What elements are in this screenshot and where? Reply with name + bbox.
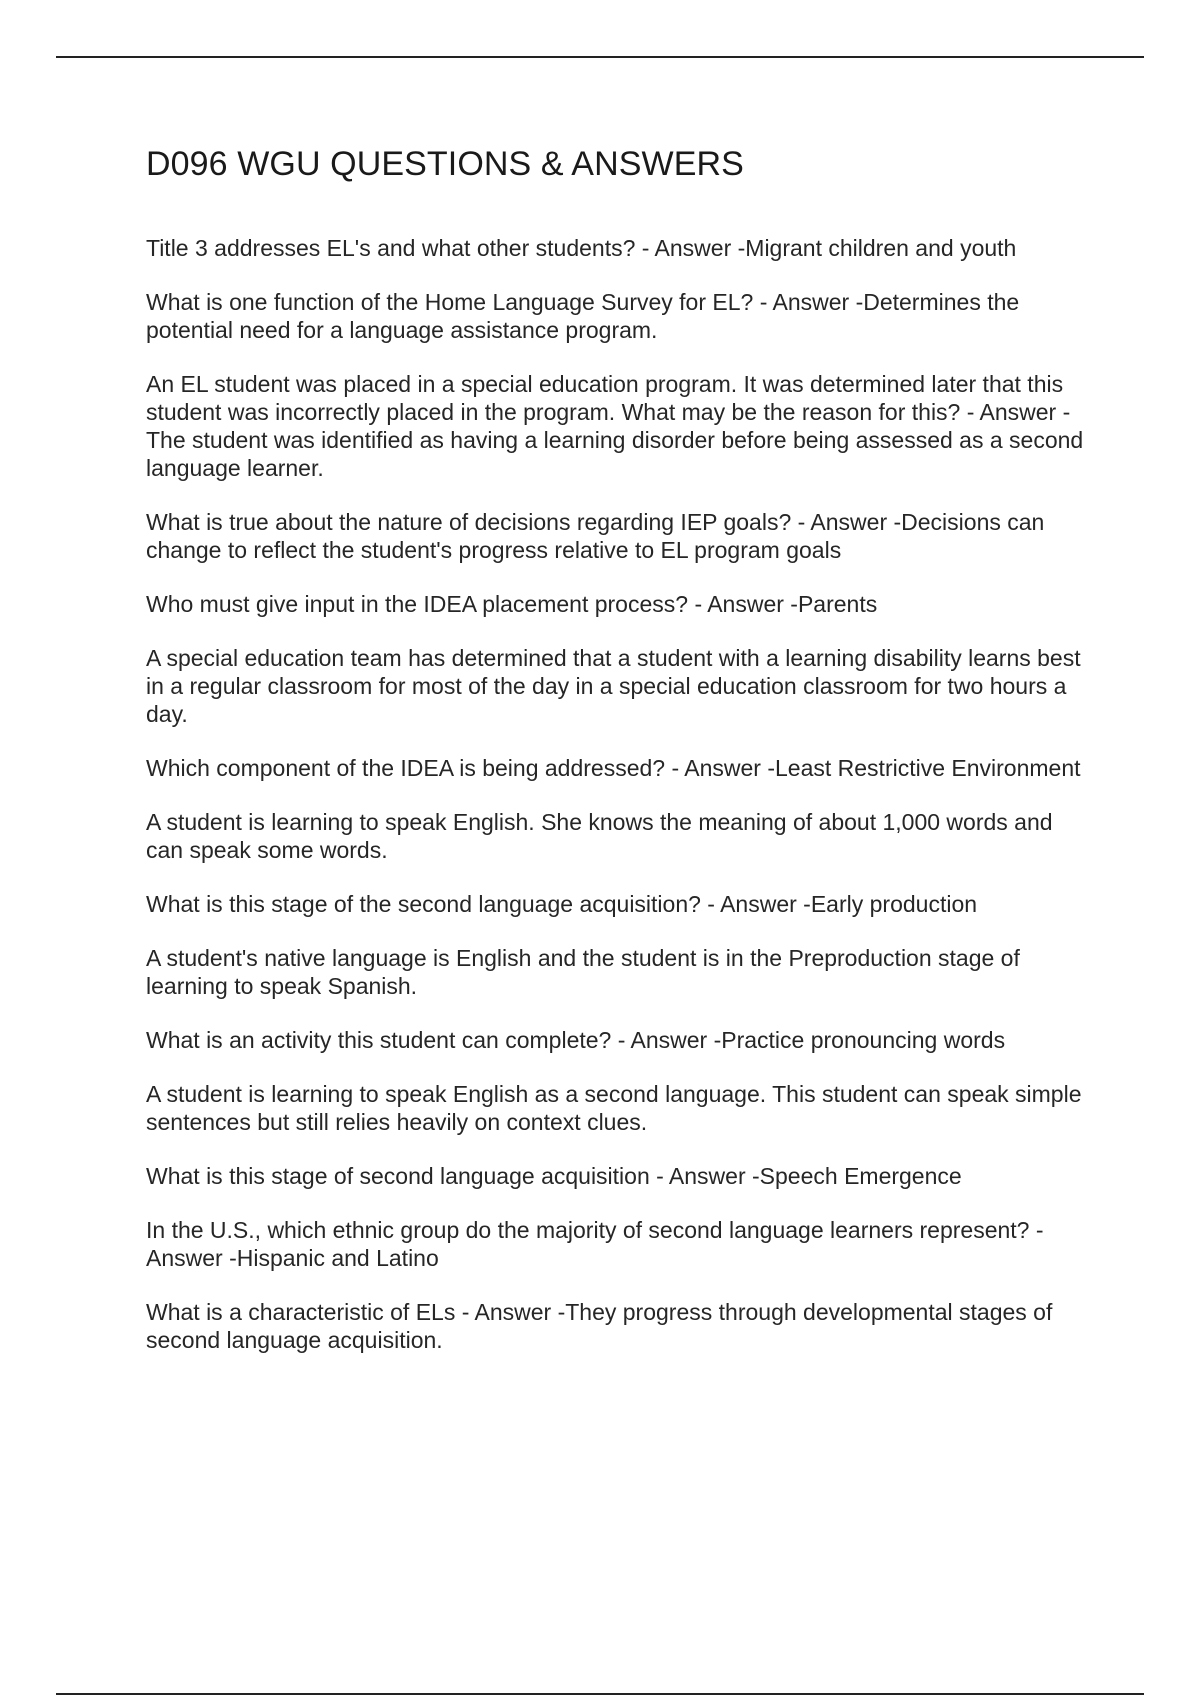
qa-paragraph: A student is learning to speak English. She knows the meaning of about 1,000 words and can speak some words.: [146, 809, 1053, 863]
bottom-divider: [56, 1693, 1144, 1695]
document-body: [146, 140, 1086, 1380]
qa-paragraph: Which component of the IDEA is being addressed? - Answer -Least Restrictive Environment: [146, 755, 1081, 781]
qa-paragraph: What is true about the nature of decisions regarding IEP goals? - Answer -Decisions can change to reflect the student's progress relative to EL program goals: [146, 509, 1045, 563]
document-title: D096 WGU QUESTIONS & ANSWERS: [146, 145, 744, 183]
qa-paragraph: A student's native language is English and the student is in the Preproduction stage of learning to speak Spanish.: [146, 945, 1020, 999]
qa-paragraph: What is one function of the Home Language Survey for EL? - Answer -Determines the potential need for a language assistance program.: [146, 289, 1020, 343]
qa-list: [146, 234, 1086, 1354]
top-divider: [56, 56, 1144, 58]
qa-paragraph: Who must give input in the IDEA placement process? - Answer -Parents: [146, 591, 878, 617]
qa-paragraph: What is a characteristic of ELs - Answer -They progress through developmental stages of second language acquisition.: [146, 1299, 1053, 1353]
qa-paragraph: A student is learning to speak English as a second language. This student can speak simple sentences but still relies heavily on context clues.: [146, 1081, 1082, 1135]
qa-paragraph: What is this stage of second language acquisition - Answer -Speech Emergence: [146, 1163, 962, 1189]
qa-paragraph: A special education team has determined that a student with a learning disability learns best in a regular classroom for most of the day in a special education classroom for two hours a day.: [146, 645, 1081, 727]
qa-paragraph: Title 3 addresses EL's and what other students? - Answer -Migrant children and youth: [146, 235, 1017, 261]
qa-paragraph: In the U.S., which ethnic group do the majority of second language learners represent? - Answer -Hispanic and Latino: [146, 1217, 1044, 1271]
qa-paragraph: An EL student was placed in a special education program. It was determined later that this student was incorrectly placed in the program. What may be the reason for this? - Answer -The student was identified as having a learning disorder before being assessed as a second language learner.: [146, 371, 1084, 481]
qa-paragraph: What is this stage of the second language acquisition? - Answer -Early production: [146, 891, 978, 917]
qa-paragraph: What is an activity this student can complete? - Answer -Practice pronouncing words: [146, 1027, 1006, 1053]
